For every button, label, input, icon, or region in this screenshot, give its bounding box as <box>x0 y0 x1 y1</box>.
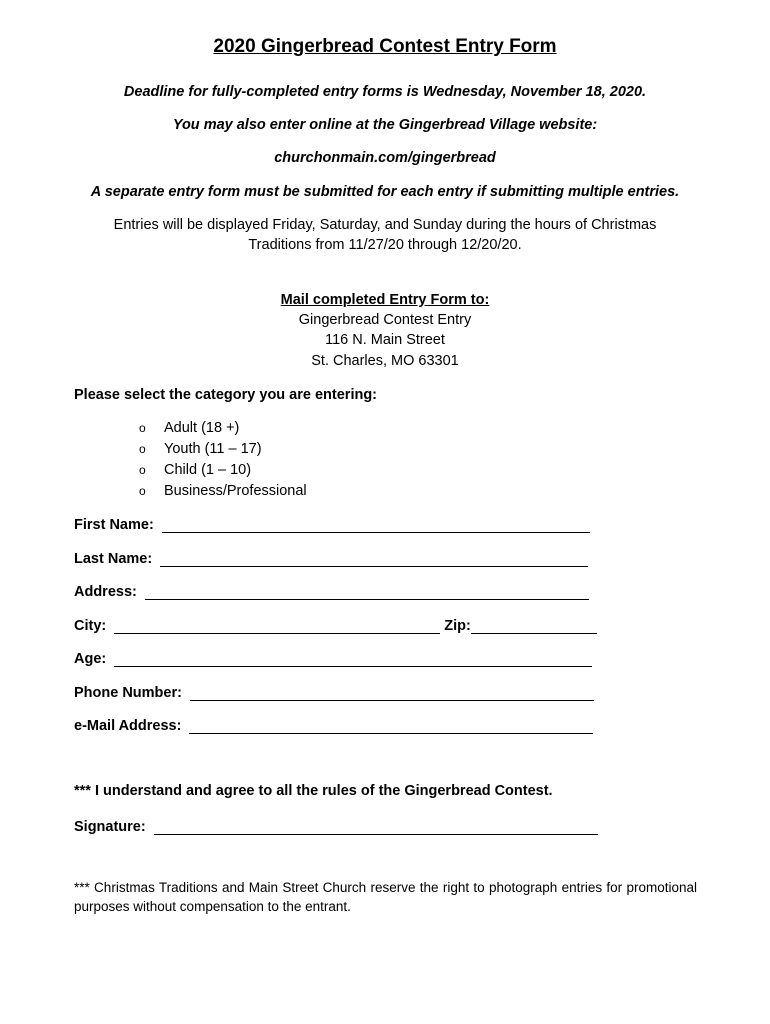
first-name-field[interactable] <box>162 518 590 533</box>
email-row <box>74 714 593 734</box>
separate-entry-text: A separate entry form must be submitted for each entry if submitting multiple entries. <box>90 184 680 200</box>
radio-bullet-icon[interactable]: o <box>139 463 146 477</box>
website-link[interactable]: churchonmain.com/gingerbread <box>274 150 496 166</box>
age-row <box>74 647 592 667</box>
mail-address-line-1: Gingerbread Contest Entry <box>298 312 472 328</box>
signature-row <box>74 815 598 835</box>
radio-bullet-icon[interactable]: o <box>139 421 146 435</box>
address-field[interactable] <box>145 585 589 600</box>
age-label: Age: <box>74 651 107 667</box>
online-entry-text: You may also enter online at the Gingerbread Village website: <box>172 117 598 133</box>
signature-field[interactable] <box>154 820 598 835</box>
category-label: Business/Professional <box>164 483 307 499</box>
category-option-adult[interactable] <box>139 418 307 439</box>
first-name-row <box>74 513 590 533</box>
radio-bullet-icon[interactable]: o <box>139 442 146 456</box>
email-field[interactable] <box>189 719 593 734</box>
address-row <box>74 580 589 600</box>
last-name-row <box>74 547 588 567</box>
radio-bullet-icon[interactable]: o <box>139 484 146 498</box>
category-label: Child (1 – 10) <box>164 462 252 478</box>
category-option-youth[interactable] <box>139 439 307 460</box>
category-option-child[interactable] <box>139 460 307 481</box>
city-label: City: <box>74 618 107 634</box>
last-name-field[interactable] <box>160 552 588 567</box>
email-label: e-Mail Address: <box>74 718 182 734</box>
first-name-label: First Name: <box>74 517 154 533</box>
phone-field[interactable] <box>190 686 594 701</box>
display-info-line-2: Traditions from 11/27/20 through 12/20/20. <box>248 237 522 253</box>
city-zip-row <box>74 614 597 634</box>
mail-address-line-2: 116 N. Main Street <box>325 332 445 348</box>
category-option-business[interactable] <box>139 481 307 502</box>
category-options <box>139 418 307 502</box>
last-name-label: Last Name: <box>74 551 153 567</box>
age-field[interactable] <box>114 652 592 667</box>
phone-row <box>74 681 594 701</box>
display-info-line-1: Entries will be displayed Friday, Saturday, and Sunday during the hours of Christmas <box>113 217 657 233</box>
agreement-text: *** I understand and agree to all the rules of the Gingerbread Contest. <box>74 783 553 799</box>
category-label: Adult (18 +) <box>164 420 240 436</box>
category-prompt: Please select the category you are entering: <box>74 387 378 403</box>
photo-rights-footnote: *** Christmas Traditions and Main Street Church reserve the right to photograph entries for promotional purposes without compensation to the entrant. <box>74 880 697 914</box>
form-title: 2020 Gingerbread Contest Entry Form <box>213 36 557 57</box>
zip-field[interactable] <box>471 619 597 634</box>
address-label: Address: <box>74 584 137 600</box>
phone-label: Phone Number: <box>74 685 182 701</box>
signature-label: Signature: <box>74 819 146 835</box>
category-label: Youth (11 – 17) <box>164 441 262 457</box>
city-field[interactable] <box>114 619 440 634</box>
mail-address-line-3: St. Charles, MO 63301 <box>311 353 459 369</box>
deadline-text: Deadline for fully-completed entry forms is Wednesday, November 18, 2020. <box>123 84 647 100</box>
zip-label: Zip: <box>444 618 471 634</box>
mail-heading: Mail completed Entry Form to: <box>280 292 490 308</box>
